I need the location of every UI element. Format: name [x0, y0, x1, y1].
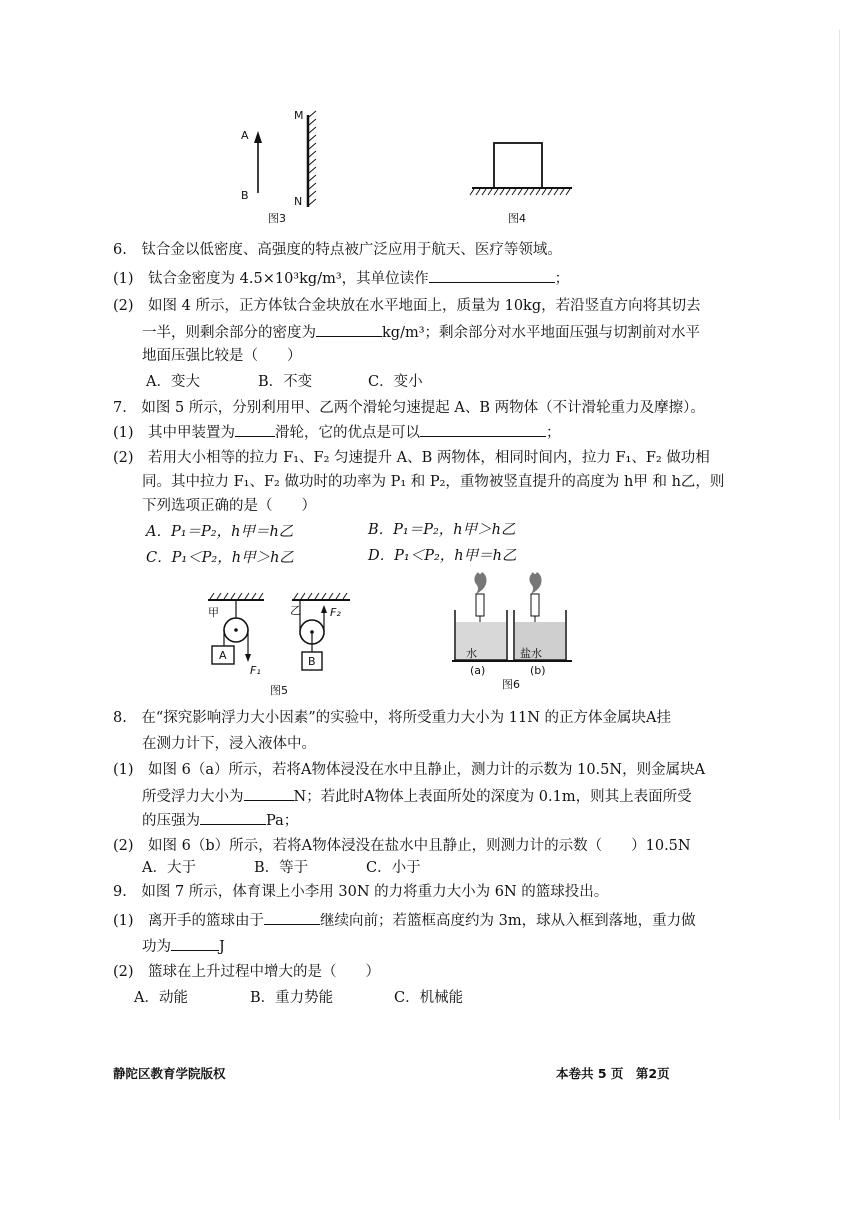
q9-part1-line1-b: 继续向前；若篮框高度约为 3m，球从入框到落地，重力做 [320, 913, 696, 929]
figure-5 [200, 590, 370, 698]
q6-density-blank[interactable] [316, 322, 382, 337]
q7-part1 [113, 422, 561, 443]
q9-option-a[interactable]: A．动能 [134, 990, 188, 1006]
fig5-label-jia: 甲 [208, 606, 219, 619]
figure-6 [450, 568, 585, 690]
q9-stem: 9. 如图 7 所示，体育课上小李用 30N 的力将重力大小为 6N 的篮球投出。 [113, 884, 609, 900]
q8-buoyancy-blank[interactable] [244, 786, 294, 801]
q7-advantage-blank[interactable] [420, 422, 546, 437]
fig5-label-f1: F₁ [250, 664, 261, 677]
q7-part2-line2: 同。其中拉力 F₁、F₂ 做功时的功率为 P₁ 和 P₂，重物被竖直提升的高度为 h甲 和 h乙，则 [142, 474, 725, 490]
q9-inertia-blank[interactable] [264, 910, 320, 925]
q8-part1-line3 [142, 810, 298, 831]
q6-part2-line2-b: kg/m³；剩余部分对水平地面压强与切割前对水平 [382, 325, 701, 341]
fig6-label-b: (b) [530, 664, 546, 677]
q7-part1-a: (1) 其中甲装置为 [113, 425, 236, 441]
q8-part1-line1: (1) 如图 6（a）所示，若将A物体浸没在水中且静止，测力计的示数为 10.5N，则金属块A [113, 762, 706, 778]
q6-stem: 6. 钛合金以低密度、高强度的特点被广泛应用于航天、医疗等领域。 [113, 242, 562, 258]
fig5-box-a: A [219, 649, 227, 662]
q6-part1-blank[interactable] [429, 268, 555, 283]
fig6-label-a: (a) [470, 664, 486, 677]
q7-pulley-type-blank[interactable] [235, 422, 275, 437]
q6-part2-line2 [142, 322, 700, 343]
q7-part2-line3: 下列选项正确的是（ ） [142, 498, 316, 514]
q7-part1-end: ； [546, 425, 561, 441]
q9-part1-line1 [113, 910, 696, 931]
fig3-caption: 图3 [268, 212, 286, 225]
q9-part1-line2 [142, 936, 225, 957]
q8-part1-line2-b: N；若此时A物体上表面所处的深度为 0.1m，则其上表面所受 [293, 789, 692, 805]
q6-part2-line2-a: 一半，则剩余部分的密度为 [142, 325, 316, 341]
q8-option-b[interactable]: B．等于 [254, 860, 309, 876]
q6-option-a[interactable]: A．变大 [146, 374, 200, 390]
fig6-liquid-a: 水 [466, 647, 477, 660]
q8-part1-line2 [142, 786, 692, 807]
q7-option-b[interactable]: B．P₁＝P₂，h甲＞h乙 [368, 522, 516, 538]
q8-option-a[interactable]: A．大于 [142, 860, 196, 876]
q8-pressure-blank[interactable] [200, 810, 266, 825]
fig5-caption: 图5 [270, 684, 288, 697]
q6-part2-line3: 地面压强比较是（ ） [142, 348, 302, 364]
fig3-label-a: A [241, 129, 249, 142]
q9-part1-line2-a: 功为 [142, 939, 171, 955]
q8-part2: (2) 如图 6（b）所示，若将A物体浸没在盐水中且静止，则测力计的示数（ ）10.5N [113, 838, 691, 854]
q9-option-b[interactable]: B．重力势能 [250, 990, 334, 1006]
fig5-label-yi: 乙 [290, 604, 301, 617]
figure-5-drawing [200, 590, 370, 680]
footer-page-number: 本卷共 5 页 第2页 [556, 1066, 670, 1081]
q6-part1-end: ； [554, 271, 570, 287]
q7-option-a[interactable]: A．P₁＝P₂，h甲＝h乙 [146, 524, 294, 540]
figure-4 [468, 138, 578, 230]
fig3-label-m: M [294, 109, 304, 122]
q9-part1-line1-a: (1) 离开手的篮球由于 [113, 913, 265, 929]
q7-option-d[interactable]: D．P₁＜P₂，h甲＝h乙 [368, 548, 517, 564]
fig3-label-b: B [241, 189, 249, 202]
q8-part1-line3-a: 的压强为 [142, 813, 200, 829]
q8-part1-line3-b: Pa； [266, 813, 299, 829]
q9-part2: (2) 篮球在上升过程中增大的是（ ） [113, 964, 381, 980]
q8-stem-line1: 8. 在“探究影响浮力大小因素”的实验中，将所受重力大小为 11N 的正方体金属块A挂 [113, 710, 671, 726]
q8-option-c[interactable]: C．小于 [366, 860, 421, 876]
q6-option-c[interactable]: C．变小 [368, 374, 423, 390]
q9-work-blank[interactable] [171, 936, 219, 951]
q9-part1-line2-b: J [219, 939, 225, 955]
fig5-box-b: B [308, 655, 316, 668]
q7-stem: 7. 如图 5 所示，分别利用甲、乙两个滑轮匀速提起 A、B 两物体（不计滑轮重力及摩擦）。 [113, 400, 705, 416]
q8-part1-line2-a: 所受浮力大小为 [142, 789, 244, 805]
q7-part2-line1: (2) 若用大小相等的拉力 F₁、F₂ 匀速提升 A、B 两物体，相同时间内，拉力 F₁、F₂ 做功相 [113, 450, 710, 466]
fig6-liquid-b: 盐水 [520, 647, 542, 660]
scan-edge-line [839, 30, 840, 1120]
q9-option-c[interactable]: C．机械能 [394, 990, 464, 1006]
footer-copyright: 静陀区教育学院版权 [113, 1066, 226, 1081]
q7-option-c[interactable]: C．P₁＜P₂，h甲＞h乙 [146, 550, 294, 566]
figure-4-drawing [468, 138, 578, 198]
q6-part1 [113, 268, 569, 289]
figure-3 [230, 105, 340, 230]
fig6-caption: 图6 [502, 678, 520, 691]
q7-part1-b: 滑轮，它的优点是可以 [275, 425, 421, 441]
fig5-label-f2: F₂ [330, 606, 341, 619]
q8-stem-line2: 在测力计下，浸入液体中。 [142, 736, 316, 752]
q6-part2-line1: (2) 如图 4 所示，正方体钛合金块放在水平地面上，质量为 10kg，若沿竖直方向将其切去 [113, 298, 701, 314]
fig3-label-n: N [294, 195, 303, 208]
q6-part1-text: (1) 钛合金密度为 4.5×10³kg/m³，其单位读作 [113, 271, 429, 287]
q6-option-b[interactable]: B．不变 [258, 374, 313, 390]
fig4-caption: 图4 [508, 212, 526, 225]
